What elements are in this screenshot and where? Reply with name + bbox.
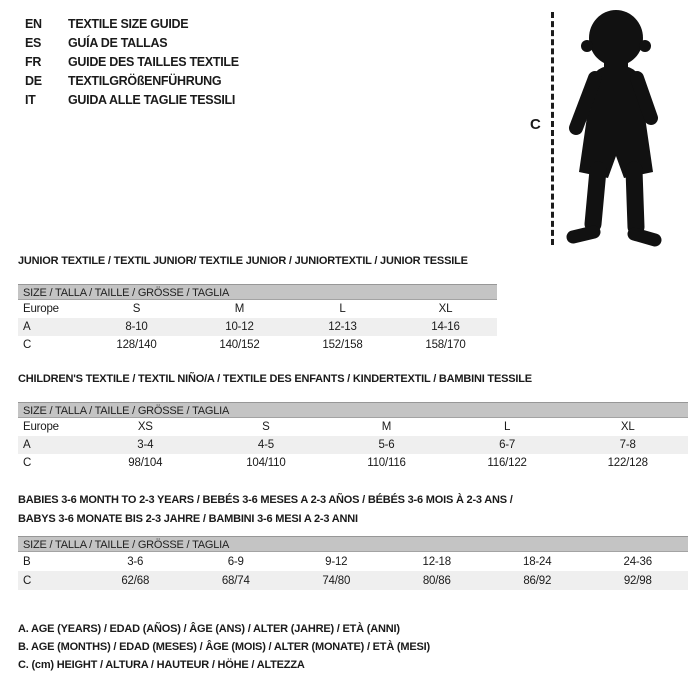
size-cell: L	[339, 303, 346, 315]
size-cell: 6-9	[227, 555, 244, 568]
size-cell: 128/140	[116, 339, 157, 351]
language-label: GUIDE DES TAILLES TEXTILE	[68, 54, 239, 69]
section-title-line: BABIES 3-6 MONTH TO 2-3 YEARS / BEBÉS 3-6 MESES A 2-3 AÑOS / BÉBÉS 3-6 MOIS À 2-3 ANS /	[18, 494, 513, 506]
table-row-height	[18, 571, 688, 590]
size-cell: 3-6	[127, 555, 144, 568]
size-cell: 86/92	[523, 574, 552, 587]
table-row-height	[18, 454, 688, 472]
legend-line-b: B. AGE (MONTHS) / EDAD (MESES) / ÂGE (MOIS) / ALTER (MONATE) / ETÀ (MESI)	[18, 641, 430, 653]
size-cell: 7-8	[619, 439, 636, 451]
size-cell: 158/170	[425, 339, 466, 351]
row-label: Europe	[23, 421, 59, 433]
row-label: Europe	[23, 303, 59, 315]
size-cell: XL	[438, 303, 453, 315]
language-list	[25, 14, 239, 109]
size-table-junior	[18, 284, 497, 354]
row-label: A	[23, 439, 31, 451]
size-cell: 92/98	[623, 574, 652, 587]
baby-silhouette-icon	[560, 6, 672, 250]
size-cell: 68/74	[221, 574, 250, 587]
size-cell: 9-12	[325, 555, 348, 568]
language-label: GUIDA ALLE TAGLIE TESSILI	[68, 92, 236, 107]
size-cell: 80/86	[422, 574, 451, 587]
size-cell: 18-24	[523, 555, 552, 568]
size-table-babies	[18, 536, 688, 590]
language-label: TEXTILGRÖßENFÜHRUNG	[68, 73, 222, 88]
language-row-fr	[25, 52, 239, 71]
size-cell: 4-5	[257, 439, 274, 451]
size-cell: M	[381, 421, 392, 433]
size-cell: 110/116	[367, 457, 406, 469]
size-cell: XS	[137, 421, 153, 433]
language-code: EN	[25, 16, 42, 31]
size-cell: S	[132, 303, 141, 315]
table-row-height	[18, 336, 497, 354]
table-header-bar: SIZE / TALLA / TAILLE / GRÖSSE / TAGLIA	[18, 402, 688, 418]
language-code: ES	[25, 35, 42, 50]
size-cell: 6-7	[499, 439, 516, 451]
row-label: A	[23, 321, 31, 333]
size-cell: 24-36	[623, 555, 652, 568]
language-row-it	[25, 90, 239, 109]
row-label: B	[23, 555, 31, 568]
legend-line-c: C. (cm) HEIGHT / ALTURA / HAUTEUR / HÖHE / ALTEZZA	[18, 659, 305, 671]
language-code: FR	[25, 54, 42, 69]
size-cell: L	[503, 421, 511, 433]
size-cell: 74/80	[322, 574, 351, 587]
size-cell: 116/122	[487, 457, 527, 469]
size-cell: 140/152	[219, 339, 260, 351]
table-header-bar: SIZE / TALLA / TAILLE / GRÖSSE / TAGLIA	[18, 284, 497, 300]
size-cell: 104/110	[246, 457, 286, 469]
table-row-age	[18, 318, 497, 336]
legend-line-a: A. AGE (YEARS) / EDAD (AÑOS) / ÂGE (ANS) / ALTER (JAHRE) / ETÀ (ANNI)	[18, 623, 400, 635]
size-cell: 152/158	[322, 339, 363, 351]
table-row-europe	[18, 418, 688, 436]
language-code: IT	[25, 92, 36, 107]
size-cell: 5-6	[378, 439, 395, 451]
language-row-es	[25, 33, 239, 52]
table-row-age-months	[18, 552, 688, 571]
row-label: C	[23, 457, 32, 469]
section-title-babies	[18, 491, 513, 529]
size-cell: 122/128	[607, 457, 648, 469]
size-cell: 62/68	[121, 574, 150, 587]
language-label: GUÍA DE TALLAS	[68, 35, 168, 50]
section-title-line: BABYS 3-6 MONATE BIS 2-3 JAHRE / BAMBINI 3-6 MESI A 2-3 ANNI	[18, 513, 358, 525]
size-cell: 98/104	[128, 457, 163, 469]
section-title-children: CHILDREN'S TEXTILE / TEXTIL NIÑO/A / TEXTILE DES ENFANTS / KINDERTEXTIL / BAMBINI TESSILE	[18, 373, 532, 385]
size-cell: 14-16	[431, 321, 460, 333]
language-label: TEXTILE SIZE GUIDE	[68, 16, 189, 31]
size-cell: M	[234, 303, 245, 315]
size-cell: 8-10	[125, 321, 148, 333]
size-cell: 12-13	[328, 321, 357, 333]
measure-label-c: C	[530, 116, 541, 133]
size-table-children	[18, 402, 688, 472]
size-cell: 10-12	[225, 321, 254, 333]
height-dashed-line	[551, 12, 554, 245]
row-label: C	[23, 339, 32, 351]
row-label: C	[23, 574, 32, 587]
language-code: DE	[25, 73, 42, 88]
size-cell: 3-4	[137, 439, 154, 451]
size-cell: S	[262, 421, 270, 433]
language-row-en	[25, 14, 239, 33]
size-cell: 12-18	[422, 555, 451, 568]
language-row-de	[25, 71, 239, 90]
table-header-bar: SIZE / TALLA / TAILLE / GRÖSSE / TAGLIA	[18, 536, 688, 552]
table-row-europe	[18, 300, 497, 318]
table-row-age	[18, 436, 688, 454]
size-cell: XL	[620, 421, 635, 433]
section-title-junior: JUNIOR TEXTILE / TEXTIL JUNIOR/ TEXTILE JUNIOR / JUNIORTEXTIL / JUNIOR TESSILE	[18, 255, 468, 267]
measure-legend	[18, 620, 430, 674]
